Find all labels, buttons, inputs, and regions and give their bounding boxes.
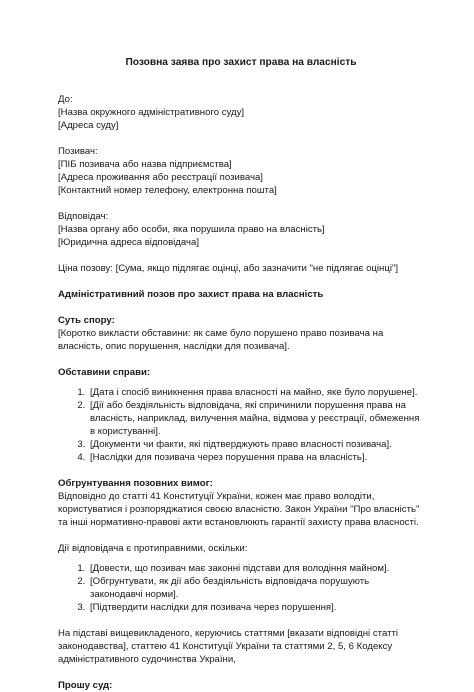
illegal-actions-list bbox=[58, 562, 424, 614]
plaintiff-name: [ПІБ позивача або назва підприємства] bbox=[58, 159, 232, 170]
defendant-name: [Назва органу або особи, яка порушила право на власність] bbox=[58, 224, 325, 235]
plaintiff-label: Позивач: bbox=[58, 146, 98, 157]
lawsuit-title: Адміністративний позов про захист права на власність bbox=[58, 289, 324, 300]
claim-price: Ціна позову: [Сума, якщо підлягає оцінці, або зазначити "не підлягає оцінці"] bbox=[58, 263, 399, 274]
list-item: 4. [Наслідки для позивача через порушення права на власність]. bbox=[88, 451, 424, 464]
court-name: [Назва окружного адміністративного суду] bbox=[58, 107, 245, 118]
court-address: [Адреса суду] bbox=[58, 120, 119, 131]
illegal-actions-intro: Дії відповідача є протиправними, оскільки: bbox=[58, 543, 248, 554]
list-item: 2. [Дії або бездіяльність відповідача, які спричинили порушення права на власність, наприклад, вилучення майна, відмова у реєстрації, обмеження в користуванні]. bbox=[88, 399, 424, 438]
list-item: 3. [Документи чи факти, які підтверджують право власності позивача]. bbox=[88, 438, 424, 451]
to-section bbox=[58, 93, 424, 132]
list-item: 1. [Дата і спосіб виникнення права власності на майно, яке було порушене]. bbox=[88, 386, 424, 399]
justification-text: Відповідно до статті 41 Конституції України, кожен має право володіти, користуватися і розпоряджатися своєю власністю. Закон України "Про власність" та інші нормативно-правові акти встановлюють гарантії захисту права власності. bbox=[58, 491, 420, 528]
dispute-heading: Суть спору: bbox=[58, 315, 115, 326]
defendant-label: Відповідач: bbox=[58, 211, 109, 222]
request-heading: Прошу суд: bbox=[58, 680, 113, 691]
to-label: До: bbox=[58, 94, 73, 105]
basis-text: На підставі вищевикладеного, керуючись статтями [вказати відповідні статті законодавства], статтею 41 Конституції України та статтями 2, 5, 6 Кодексу адміністративного судочинства України, bbox=[58, 628, 398, 665]
defendant-section bbox=[58, 210, 424, 249]
dispute-text: [Коротко викласти обставини: як саме було порушено право позивача на власність, опис порушення, наслідки для позивача]. bbox=[58, 328, 384, 352]
circumstances-heading: Обставини справи: bbox=[58, 367, 151, 378]
document-title: Позовна заява про захист права на власність bbox=[125, 57, 357, 68]
defendant-address: [Юридична адреса відповідача] bbox=[58, 237, 200, 248]
plaintiff-contacts: [Контактний номер телефону, електронна пошта] bbox=[58, 185, 277, 196]
plaintiff-address: [Адреса проживання або реєстрації позивача] bbox=[58, 172, 263, 183]
circumstances-list bbox=[58, 386, 424, 464]
list-item: 3. [Підтвердити наслідки для позивача через порушення]. bbox=[88, 601, 424, 614]
list-item: 1. [Довести, що позивач має законні підстави для володіння майном]. bbox=[88, 562, 424, 575]
list-item: 2. [Обгрунтувати, як дії або бездіяльність відповідача порушують законодавчі норми]. bbox=[88, 575, 424, 601]
plaintiff-section bbox=[58, 145, 424, 197]
justification-heading: Обгрунтування позовних вимог: bbox=[58, 478, 213, 489]
